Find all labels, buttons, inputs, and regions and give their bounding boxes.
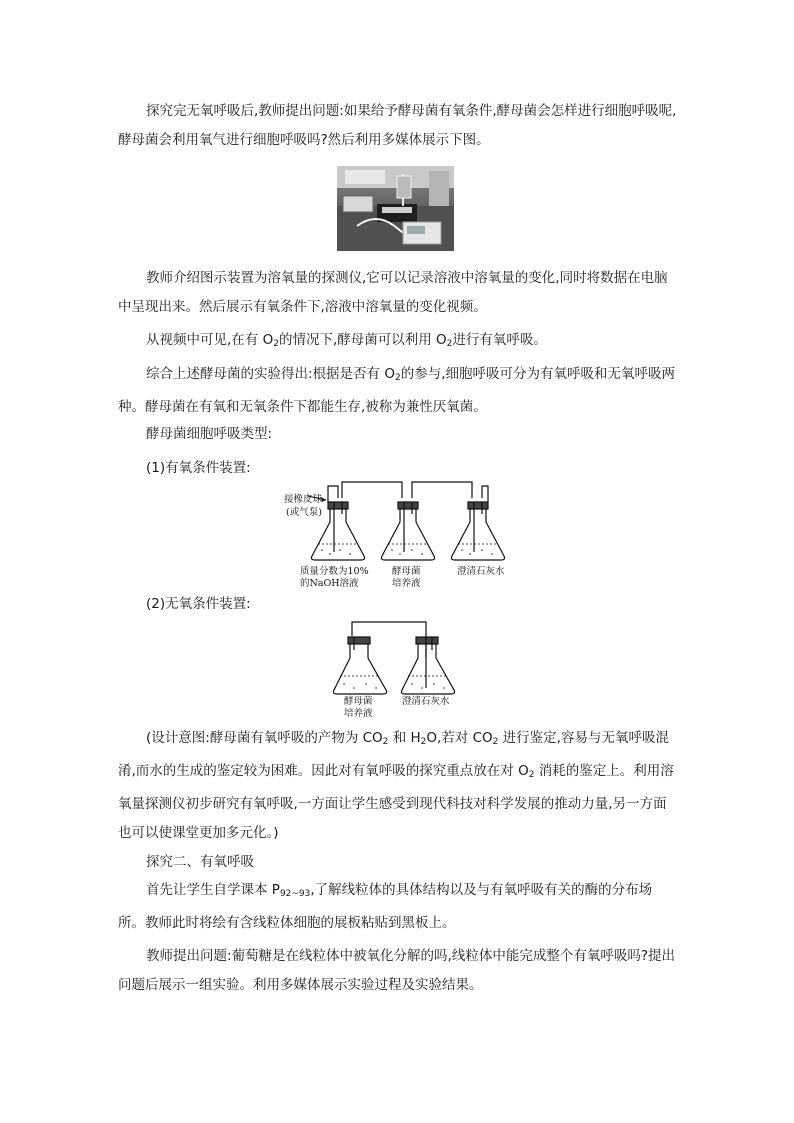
paragraph-meter-intro-text: 教师介绍图示装置为溶氧量的探测仪,它可以记录溶液中溶氧量的变化,同时将数据在电脑中呈现出来。然后展示有氧条件下,溶液中溶氧量的变化视频。 <box>118 270 668 315</box>
aerobic-setup-text: (1)有氧条件装置: <box>146 460 251 476</box>
yeast-aerobic-label-line1: 酵母菌 <box>392 566 421 577</box>
paragraph-meter-intro <box>118 264 678 322</box>
paragraph-question-text: 教师提出问题:葡萄糖是在线粒体中被氧化分解的吗,线粒体中能完成整个有氧呼吸吗?提出问题后展示一组实验。利用多媒体展示实验过程及实验结果。 <box>118 948 676 993</box>
design-intention <box>118 724 678 848</box>
oxygen-meter-photo <box>337 166 454 251</box>
pump-label-line1: 接橡皮球 <box>284 494 323 505</box>
yeast-anaerobic-label-line2: 培养液 <box>344 708 373 719</box>
paragraph-conclusion <box>118 360 678 422</box>
p4-text-a: 综合上述酵母菌的实验得出:根据是否有 O <box>146 366 395 382</box>
paragraph-intro-text: 探究完无氧呼吸后,教师提出问题:如果给予酵母菌有氧条件,酵母菌会怎样进行细胞呼吸呢,酵母菌会利用氧气进行细胞呼吸吗?然后利用多媒体展示下图。 <box>118 103 677 148</box>
p3-subscript-2: 2 <box>446 339 453 349</box>
p4-subscript: 2 <box>394 373 401 383</box>
p3-text-b: 的情况下,酵母菌可以利用 O <box>278 332 447 348</box>
respiration-types-heading <box>146 424 272 444</box>
design-subscript-3: 2 <box>492 737 499 747</box>
design-subscript-4: 2 <box>528 770 535 780</box>
p3-text-c: 进行有氧呼吸。 <box>452 332 547 348</box>
section-aerobic-respiration-text: 探究二、有氧呼吸 <box>146 854 254 870</box>
p9-text-b: ,了解线粒体的具体结构以及与有氧呼吸有关的酶的分布场所。教师此时将绘有含线粒体细胞的展板粘贴到黑板上。 <box>118 882 653 931</box>
yeast-anaerobic-label-line1: 酵母菌 <box>344 696 373 707</box>
yeast-aerobic-label-line2: 培养液 <box>392 578 421 589</box>
p3-subscript-1: 2 <box>273 339 279 349</box>
paragraph-self-study <box>118 876 678 938</box>
naoh-label-line1: 质量分数为10% <box>300 566 369 577</box>
p9-text-a: 首先让学生自学课本 P <box>146 882 280 898</box>
p4-text-b: 的参与,细胞呼吸可分为有氧呼吸和无氧呼吸两种。酵母菌在有氧和无氧条件下都能生存,被称为兼性厌氧菌。 <box>118 366 675 415</box>
aerobic-setup-diagram <box>280 480 520 590</box>
design-text-c: O,若对 CO <box>426 730 493 746</box>
respiration-types-text: 酵母菌细胞呼吸类型: <box>146 426 273 442</box>
paragraph-question <box>118 942 678 1000</box>
design-text-b: 和 H <box>388 730 421 746</box>
p9-subscript: 92~93 <box>279 889 311 899</box>
design-subscript-2: 2 <box>420 737 427 747</box>
design-text-a: (设计意图:酵母菌有氧呼吸的产物为 CO <box>146 730 383 746</box>
limewater-anaerobic-label: 澄清石灰水 <box>402 696 450 707</box>
design-subscript-1: 2 <box>382 737 389 747</box>
limewater-aerobic-label: 澄清石灰水 <box>457 566 505 577</box>
design-text-d: 进行鉴定,容易与无氧呼吸混淆,而水的生成的鉴定较为困难。因此对有氧呼吸的探究重点放在对 O <box>118 730 669 779</box>
p3-text-a: 从视频中可见,在有 O <box>146 332 274 348</box>
paragraph-video-result <box>118 326 678 359</box>
paragraph-intro <box>118 97 678 155</box>
pump-label-line2: (或气泵) <box>286 507 322 518</box>
design-text-e: 消耗的鉴定上。利用溶氧量探测仪初步研究有氧呼吸,一方面让学生感受到现代科技对科学发展的推动力量,另一方面也可以使课堂更加多元化。) <box>118 763 674 841</box>
section-aerobic-respiration <box>146 852 254 872</box>
naoh-label-line2: 的NaOH溶液 <box>300 578 359 589</box>
aerobic-setup-heading <box>146 458 251 478</box>
anaerobic-setup-diagram <box>330 618 480 723</box>
anaerobic-setup-heading <box>146 594 251 614</box>
anaerobic-setup-text: (2)无氧条件装置: <box>146 596 251 612</box>
